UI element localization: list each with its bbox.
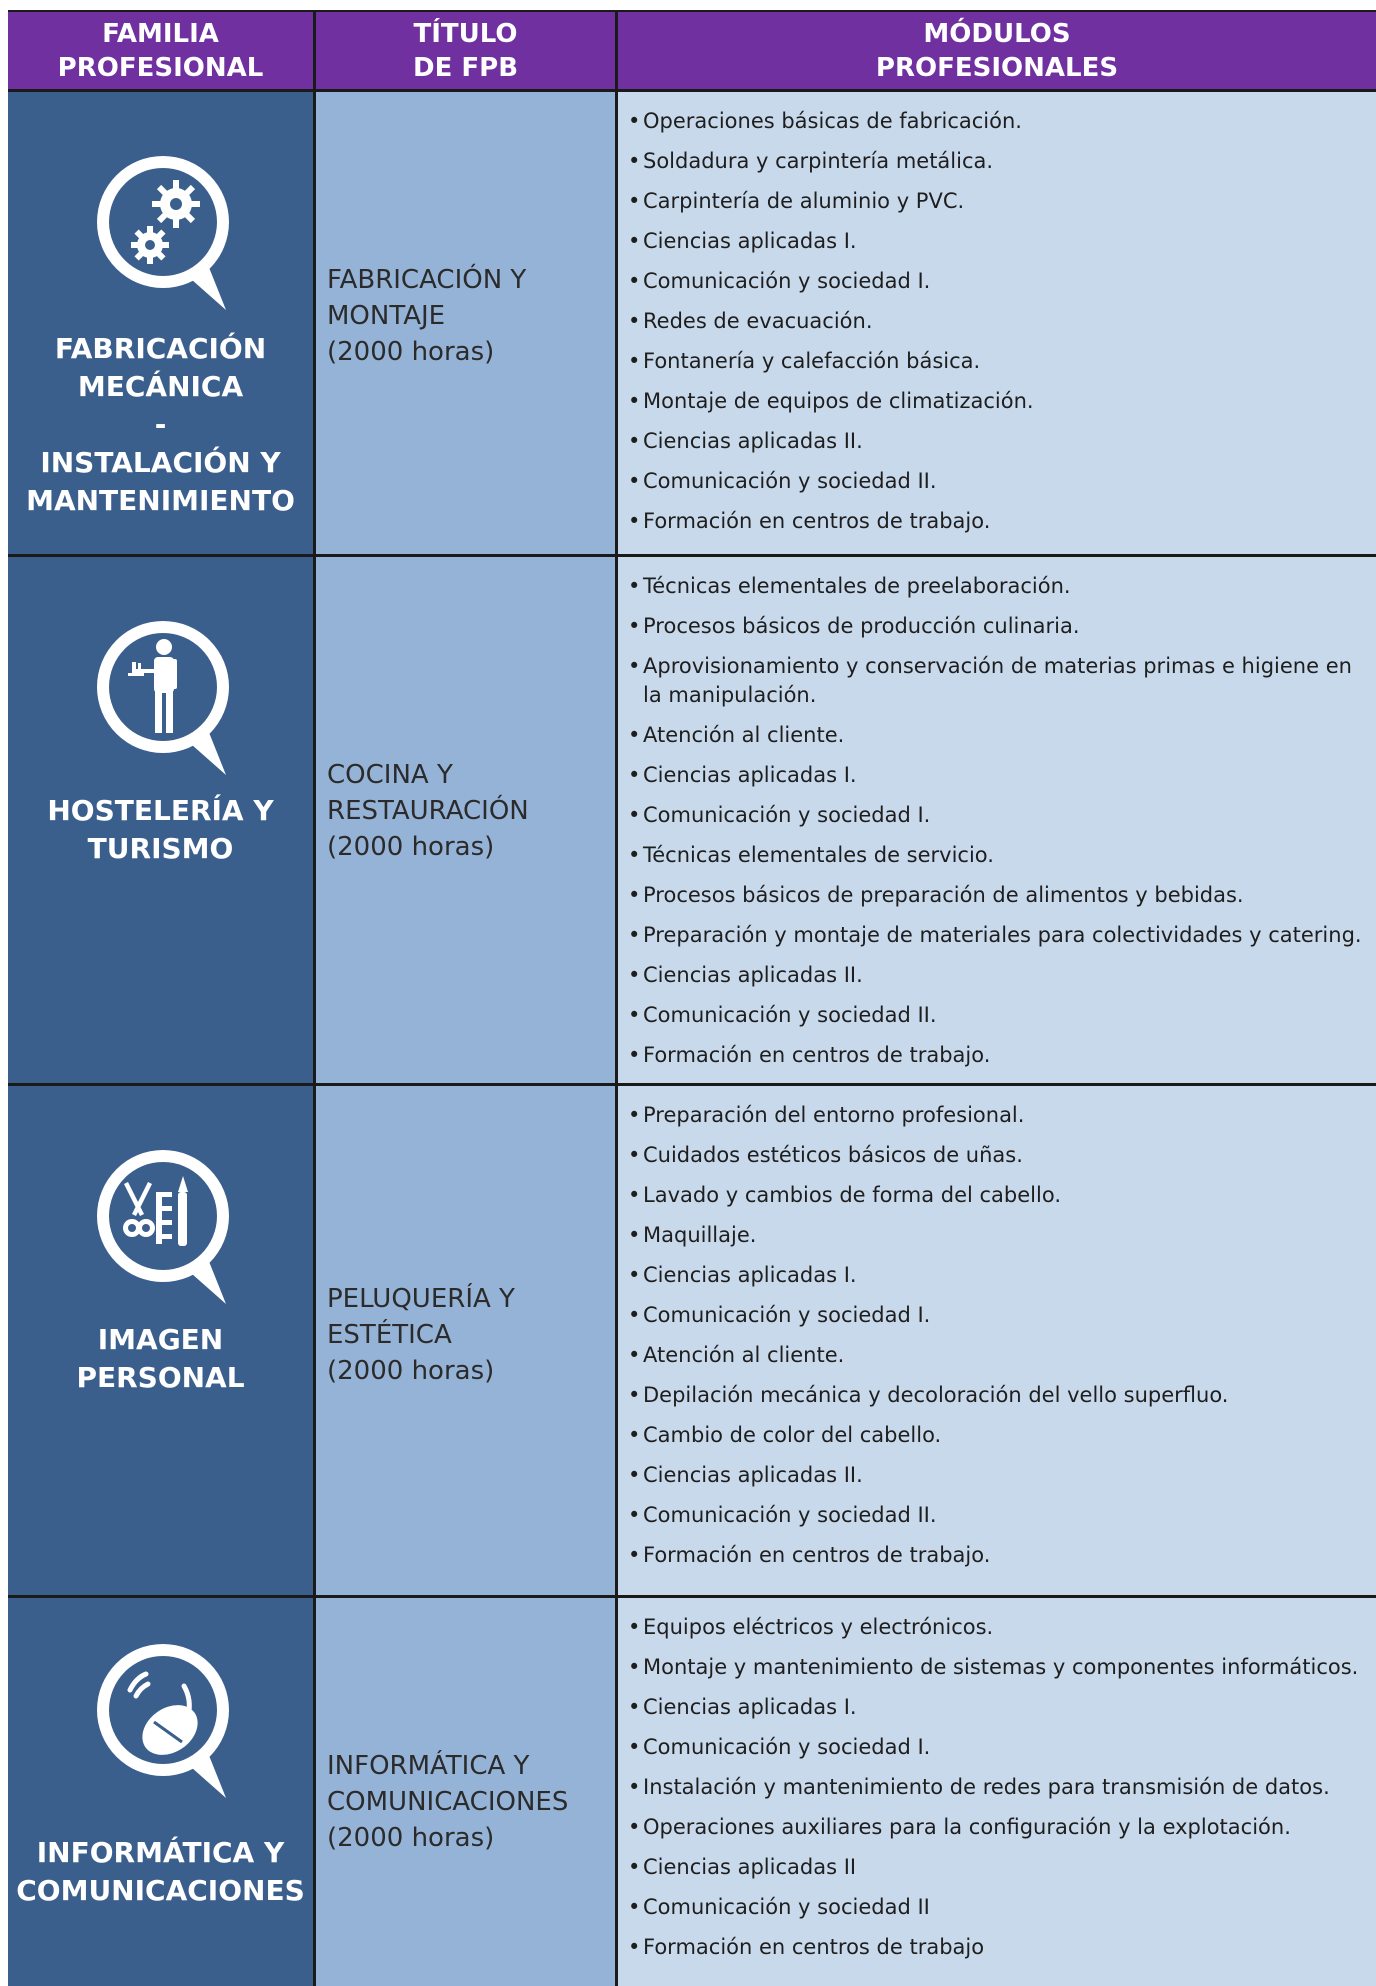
list-item: • Ciencias aplicadas I.	[628, 1261, 1370, 1290]
header-titulo: TÍTULO DE FPB	[316, 12, 618, 89]
list-item: • Procesos básicos de preparación de alimentos y bebidas.	[628, 881, 1370, 910]
list-item: • Instalación y mantenimiento de redes para transmisión de datos.	[628, 1773, 1370, 1802]
list-item: • Ciencias aplicadas II	[628, 1853, 1370, 1882]
waiter-icon	[88, 615, 238, 780]
list-item: • Técnicas elementales de servicio.	[628, 841, 1370, 870]
modulos-list	[628, 572, 1370, 1081]
list-item: • Soldadura y carpintería metálica.	[628, 147, 1370, 176]
list-item: • Ciencias aplicadas I.	[628, 761, 1370, 790]
titulo-cell	[316, 92, 618, 554]
table-row	[8, 554, 1376, 1083]
list-item: • Ciencias aplicadas II.	[628, 1461, 1370, 1490]
list-item: • Atención al cliente.	[628, 721, 1370, 750]
list-item: • Técnicas elementales de preelaboración.	[628, 572, 1370, 601]
titulo-name: INFORMÁTICA Y COMUNICACIONES (2000 horas)	[327, 1751, 569, 1853]
familia-cell	[8, 1086, 316, 1595]
titulo-cell	[316, 557, 618, 1083]
list-item: • Ciencias aplicadas I.	[628, 1693, 1370, 1722]
list-item: • Formación en centros de trabajo	[628, 1933, 1370, 1962]
table-row	[8, 1083, 1376, 1595]
list-item: • Comunicación y sociedad I.	[628, 801, 1370, 830]
wireless-mouse-icon	[88, 1638, 238, 1803]
modulos-cell	[618, 557, 1376, 1083]
list-item: • Aprovisionamiento y conservación de materias primas e higiene en la manipulación.	[628, 652, 1370, 710]
beauty-tools-icon	[88, 1144, 238, 1309]
list-item: • Fontanería y calefacción básica.	[628, 347, 1370, 376]
familia-cell	[8, 557, 316, 1083]
list-item: • Procesos básicos de producción culinaria.	[628, 612, 1370, 641]
list-item: • Preparación del entorno profesional.	[628, 1101, 1370, 1130]
list-item: • Montaje y mantenimiento de sistemas y componentes informáticos.	[628, 1653, 1370, 1682]
list-item: • Comunicación y sociedad I.	[628, 1733, 1370, 1762]
list-item: • Formación en centros de trabajo.	[628, 507, 1370, 536]
modulos-cell	[618, 1086, 1376, 1595]
list-item: • Equipos eléctricos y electrónicos.	[628, 1613, 1370, 1642]
list-item: • Cuidados estéticos básicos de uñas.	[628, 1141, 1370, 1170]
list-item: • Ciencias aplicadas I.	[628, 227, 1370, 256]
titulo-cell	[316, 1086, 618, 1595]
titulo-name: COCINA Y RESTAURACIÓN (2000 horas)	[327, 760, 529, 862]
modulos-list	[628, 107, 1370, 547]
list-item: • Comunicación y sociedad II.	[628, 1501, 1370, 1530]
list-item: • Formación en centros de trabajo.	[628, 1541, 1370, 1570]
list-item: • Depilación mecánica y decoloración del vello superfluo.	[628, 1381, 1370, 1410]
list-item: • Formación en centros de trabajo.	[628, 1041, 1370, 1070]
familia-cell	[8, 1598, 316, 1986]
familia-cell	[8, 92, 316, 554]
table-header	[8, 10, 1376, 89]
fpb-table	[8, 10, 1376, 1986]
list-item: • Operaciones auxiliares para la configuración y la explotación.	[628, 1813, 1370, 1842]
list-item: • Preparación y montaje de materiales para colectividades y catering.	[628, 921, 1370, 950]
modulos-list	[628, 1101, 1370, 1581]
list-item: • Comunicación y sociedad II	[628, 1893, 1370, 1922]
modulos-cell	[618, 92, 1376, 554]
modulos-cell	[618, 1598, 1376, 1986]
list-item: • Atención al cliente.	[628, 1341, 1370, 1370]
list-item: • Comunicación y sociedad II.	[628, 1001, 1370, 1030]
table-row	[8, 89, 1376, 554]
list-item: • Operaciones básicas de fabricación.	[628, 107, 1370, 136]
header-modulos: MÓDULOS PROFESIONALES	[875, 18, 1119, 83]
gears-icon	[88, 150, 238, 315]
modulos-list	[628, 1613, 1370, 1973]
list-item: • Comunicación y sociedad II.	[628, 467, 1370, 496]
list-item: • Maquillaje.	[628, 1221, 1370, 1250]
familia-name: FABRICACIÓN MECÁNICA - INSTALACIÓN Y MANTENIMIENTO	[26, 332, 295, 517]
familia-name: INFORMÁTICA Y COMUNICACIONES	[16, 1836, 305, 1907]
list-item: • Carpintería de aluminio y PVC.	[628, 187, 1370, 216]
familia-name: HOSTELERÍA Y TURISMO	[47, 794, 274, 865]
titulo-name: FABRICACIÓN Y MONTAJE (2000 horas)	[327, 265, 527, 367]
list-item: • Montaje de equipos de climatización.	[628, 387, 1370, 416]
header-familia: FAMILIA PROFESIONAL	[8, 12, 316, 89]
titulo-name: PELUQUERÍA Y ESTÉTICA (2000 horas)	[327, 1284, 515, 1386]
list-item: • Redes de evacuación.	[628, 307, 1370, 336]
titulo-cell	[316, 1598, 618, 1986]
list-item: • Ciencias aplicadas II.	[628, 427, 1370, 456]
table-row	[8, 1595, 1376, 1986]
familia-name: IMAGEN PERSONAL	[76, 1323, 245, 1394]
list-item: • Cambio de color del cabello.	[628, 1421, 1370, 1450]
list-item: • Lavado y cambios de forma del cabello.	[628, 1181, 1370, 1210]
list-item: • Comunicación y sociedad I.	[628, 267, 1370, 296]
list-item: • Ciencias aplicadas II.	[628, 961, 1370, 990]
list-item: • Comunicación y sociedad I.	[628, 1301, 1370, 1330]
